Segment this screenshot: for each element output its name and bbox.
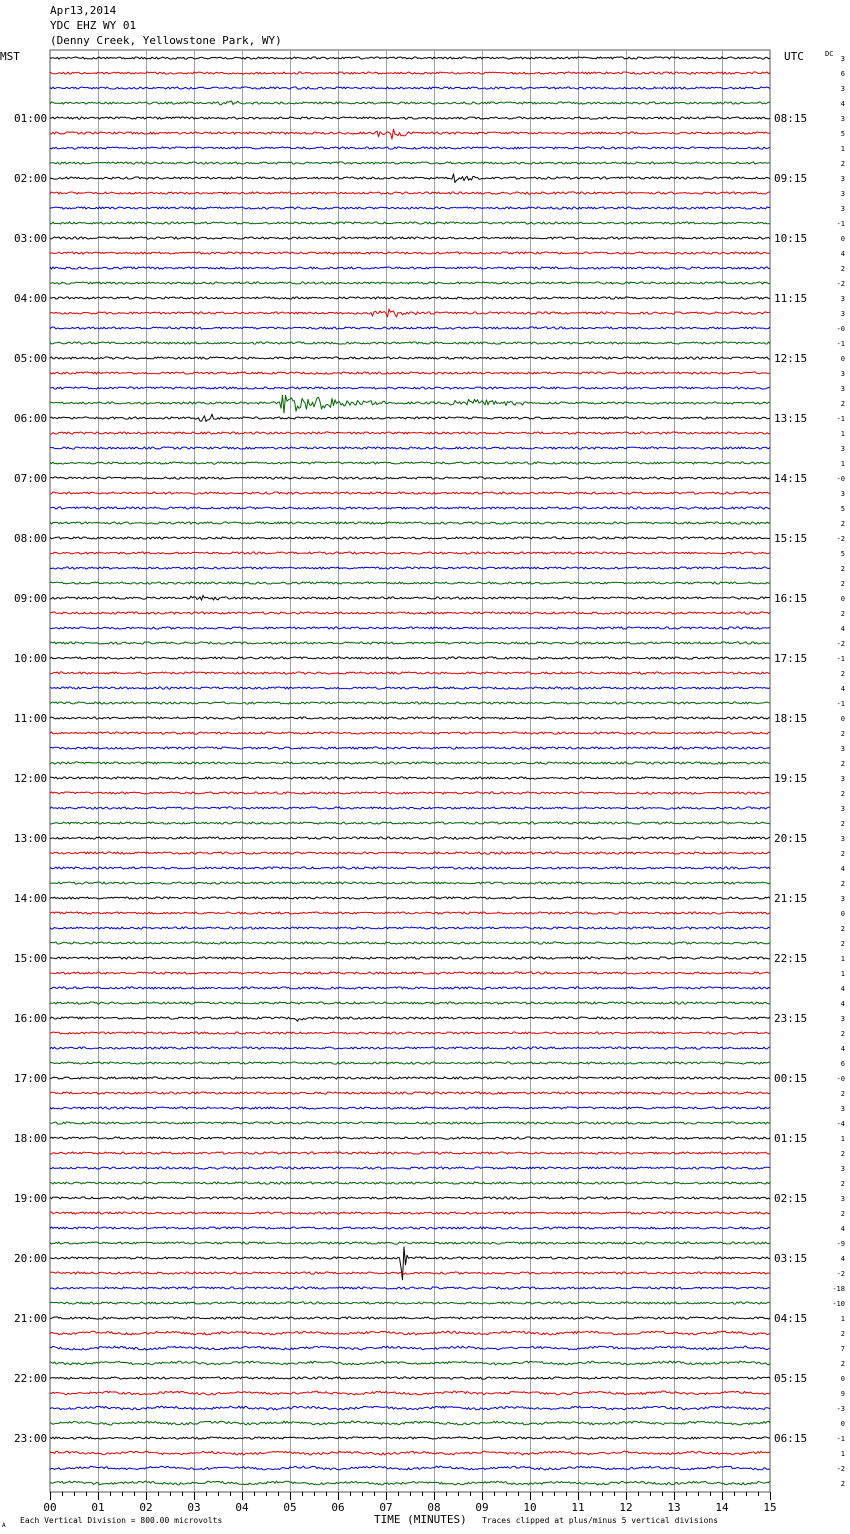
x-tick-label: 14 <box>715 1501 729 1514</box>
seismic-trace <box>50 642 770 644</box>
dc-offset-value: 1 <box>840 955 845 963</box>
seismic-trace <box>50 87 770 89</box>
dc-offset-value: 4 <box>840 685 845 693</box>
dc-offset-value: 3 <box>840 1015 845 1023</box>
right-hour-label: 03:15 <box>774 1252 808 1265</box>
seismic-trace <box>50 582 770 584</box>
seismic-trace <box>50 1107 770 1109</box>
dc-offset-value: 5 <box>840 505 845 513</box>
dc-offset-value: 5 <box>840 130 845 138</box>
left-hour-label: 10:00 <box>14 652 48 665</box>
seismic-trace <box>50 1017 770 1021</box>
left-hour-label: 22:00 <box>14 1372 48 1385</box>
dc-offset-value: 6 <box>840 70 845 78</box>
seismic-trace <box>50 1167 770 1169</box>
x-tick-label: 12 <box>619 1501 633 1514</box>
seismic-trace <box>50 822 770 824</box>
seismic-trace <box>50 477 770 479</box>
seismic-trace <box>50 192 770 194</box>
seismic-trace <box>50 1406 770 1410</box>
left-zone-label: MST <box>0 50 20 63</box>
seismic-trace <box>50 72 770 74</box>
dc-offset-value: 1 <box>840 1450 845 1458</box>
dc-offset-value: -2 <box>836 1465 845 1473</box>
x-tick-label: 11 <box>571 1501 585 1514</box>
seismic-trace <box>50 357 770 359</box>
left-hour-label: 20:00 <box>14 1252 48 1265</box>
x-tick-label: 04 <box>235 1501 249 1514</box>
x-tick-label: 01 <box>91 1501 105 1514</box>
dc-offset-value: 0 <box>840 1375 845 1383</box>
left-hour-label: 14:00 <box>14 892 48 905</box>
x-tick-label: 03 <box>187 1501 201 1514</box>
seismic-trace <box>50 252 770 254</box>
seismic-trace <box>50 897 770 899</box>
dc-offset-value: 2 <box>840 760 845 768</box>
seismic-trace <box>50 1331 770 1335</box>
dc-offset-value: 2 <box>840 670 845 678</box>
seismic-trace <box>50 957 770 959</box>
seismic-trace <box>50 117 770 119</box>
dc-offset-value: 4 <box>840 865 845 873</box>
seismic-trace <box>50 1212 770 1214</box>
dc-offset-value: 2 <box>840 1150 845 1158</box>
seismic-trace <box>50 432 770 434</box>
dc-offset-value: 2 <box>840 160 845 168</box>
seismic-trace <box>50 327 770 329</box>
dc-offset-value: 3 <box>840 805 845 813</box>
seismic-trace <box>50 1047 770 1049</box>
dc-offset-value: 3 <box>840 835 845 843</box>
dc-offset-value: -18 <box>832 1285 845 1293</box>
seismic-trace <box>50 792 770 794</box>
seismic-trace <box>50 1182 770 1184</box>
left-hour-label: 02:00 <box>14 172 48 185</box>
seismic-trace <box>50 777 770 779</box>
dc-offset-value: -2 <box>836 640 845 648</box>
right-hour-label: 00:15 <box>774 1072 808 1085</box>
dc-offset-value: 2 <box>840 565 845 573</box>
dc-offset-value: 3 <box>840 895 845 903</box>
seismic-trace <box>50 1451 770 1455</box>
seismic-trace <box>50 1466 770 1470</box>
seismic-trace <box>50 492 770 494</box>
seismic-trace <box>50 687 770 689</box>
right-hour-label: 17:15 <box>774 652 808 665</box>
right-hour-label: 08:15 <box>774 112 808 125</box>
seismic-trace <box>50 222 770 224</box>
left-hour-label: 16:00 <box>14 1012 48 1025</box>
seismic-trace <box>50 912 770 914</box>
seismic-trace <box>50 1002 770 1004</box>
seismic-trace <box>50 672 770 674</box>
dc-offset-value: 2 <box>840 790 845 798</box>
dc-offset-value: 2 <box>840 1360 845 1368</box>
seismic-trace <box>50 1481 770 1485</box>
x-axis-label: TIME (MINUTES) <box>374 1513 467 1526</box>
dc-offset-value: 1 <box>840 460 845 468</box>
dc-offset-value: 3 <box>840 115 845 123</box>
dc-offset-value: 4 <box>840 1000 845 1008</box>
right-hour-label: 13:15 <box>774 412 808 425</box>
dc-offset-value: 4 <box>840 1045 845 1053</box>
dc-offset-value: 0 <box>840 595 845 603</box>
dc-offset-value: 1 <box>840 1135 845 1143</box>
dc-offset-value: 3 <box>840 490 845 498</box>
seismic-trace <box>50 537 770 539</box>
seismic-trace <box>50 282 770 284</box>
dc-offset-value: -4 <box>836 1120 845 1128</box>
seismic-trace <box>50 1437 770 1439</box>
dc-offset-value: 1 <box>840 430 845 438</box>
right-hour-label: 04:15 <box>774 1312 808 1325</box>
dc-offset-value: -3 <box>836 1405 845 1413</box>
right-hour-label: 02:15 <box>774 1192 808 1205</box>
right-hour-label: 18:15 <box>774 712 808 725</box>
trace-layer <box>50 57 770 1485</box>
seismic-trace <box>50 867 770 869</box>
dc-offset-value: -2 <box>836 1270 845 1278</box>
seismic-trace <box>50 237 770 239</box>
dc-offset-value: -1 <box>836 1435 845 1443</box>
dc-offset-value: 4 <box>840 985 845 993</box>
dc-offset-value: 1 <box>840 145 845 153</box>
dc-offset-value: 0 <box>840 355 845 363</box>
dc-offset-value: -2 <box>836 280 845 288</box>
dc-offset-value: 7 <box>840 1345 845 1353</box>
plot-date: Apr13,2014 <box>50 4 117 17</box>
dc-offset-value: 3 <box>840 1165 845 1173</box>
dc-offset-value: 3 <box>840 190 845 198</box>
dc-offset-value: 1 <box>840 970 845 978</box>
seismic-trace <box>50 627 770 629</box>
dc-offset-value: 3 <box>840 385 845 393</box>
seismic-trace <box>50 207 770 209</box>
station-location: (Denny Creek, Yellowstone Park, WY) <box>50 34 282 47</box>
right-hour-label: 01:15 <box>774 1132 808 1145</box>
dc-offset-value: 3 <box>840 175 845 183</box>
dc-offset-value: 2 <box>840 520 845 528</box>
seismic-trace <box>50 1287 770 1289</box>
dc-offset-value: 2 <box>840 820 845 828</box>
x-tick-label: 08 <box>427 1501 441 1514</box>
seismic-trace <box>50 395 770 413</box>
left-hour-label: 13:00 <box>14 832 48 845</box>
left-hour-label: 08:00 <box>14 532 48 545</box>
dc-offset-value: 2 <box>840 1210 845 1218</box>
left-hour-label: 15:00 <box>14 952 48 965</box>
seismic-trace <box>50 852 770 854</box>
seismic-trace <box>50 372 770 374</box>
dc-offset-value: 3 <box>840 295 845 303</box>
dc-offset-value: 2 <box>840 1030 845 1038</box>
dc-offset-value: -0 <box>836 325 845 333</box>
dc-offset-value: 0 <box>840 910 845 918</box>
right-hour-label: 14:15 <box>774 472 808 485</box>
seismic-trace <box>50 387 770 389</box>
seismic-trace <box>50 342 770 344</box>
seismic-trace <box>50 612 770 614</box>
right-zone-label: UTC <box>784 50 804 63</box>
right-hour-label: 06:15 <box>774 1432 808 1445</box>
dc-offset-value: 3 <box>840 55 845 63</box>
dc-offset-value: 3 <box>840 310 845 318</box>
dc-offset-value: 3 <box>840 775 845 783</box>
seismic-trace <box>50 1242 770 1244</box>
dc-offset-value: 3 <box>840 1195 845 1203</box>
seismic-trace <box>50 1062 770 1064</box>
dc-offset-value: 6 <box>840 1060 845 1068</box>
dc-offset-value: -1 <box>836 415 845 423</box>
dc-offset-value: -1 <box>836 700 845 708</box>
dc-offset-value: 3 <box>840 745 845 753</box>
seismic-trace <box>50 657 770 659</box>
dc-offset-value: 2 <box>840 580 845 588</box>
seismic-trace <box>50 1317 770 1319</box>
x-tick-label: 07 <box>379 1501 393 1514</box>
left-hour-label: 18:00 <box>14 1132 48 1145</box>
scale-note: Each Vertical Division = 800.00 microvolts <box>20 1516 223 1525</box>
seismic-trace <box>50 129 770 139</box>
dc-offset-value: 2 <box>840 940 845 948</box>
dc-label: DC <box>825 50 834 58</box>
dc-offset-value: 2 <box>840 730 845 738</box>
dc-offset-value: 3 <box>840 445 845 453</box>
seismic-trace <box>50 942 770 944</box>
seismic-trace <box>50 1272 770 1274</box>
dc-offset-value: 4 <box>840 1225 845 1233</box>
right-hour-label: 05:15 <box>774 1372 808 1385</box>
seismic-trace <box>50 717 770 719</box>
dc-offset-value: -2 <box>836 535 845 543</box>
seismic-trace <box>50 1391 770 1395</box>
dc-offset-value: 2 <box>840 610 845 618</box>
seismic-trace <box>50 147 770 149</box>
x-tick-label: 05 <box>283 1501 297 1514</box>
left-hour-label: 06:00 <box>14 412 48 425</box>
right-hour-label: 09:15 <box>774 172 808 185</box>
right-hour-label: 12:15 <box>774 352 808 365</box>
seismic-trace <box>50 552 770 554</box>
dc-offset-value: 5 <box>840 550 845 558</box>
seismic-trace <box>50 507 770 509</box>
dc-offset-value: -1 <box>836 340 845 348</box>
seismic-trace <box>50 1377 770 1379</box>
seismic-trace <box>50 567 770 569</box>
seismic-trace <box>50 732 770 734</box>
left-hour-label: 12:00 <box>14 772 48 785</box>
seismic-trace <box>50 1247 770 1280</box>
dc-offset-value: 2 <box>840 1330 845 1338</box>
dc-offset-value: -1 <box>836 220 845 228</box>
dc-offset-value: 2 <box>840 1480 845 1488</box>
seismic-trace <box>50 57 770 59</box>
dc-offset-value: -9 <box>836 1240 845 1248</box>
seismic-trace <box>50 1302 770 1304</box>
dc-offset-value: 1 <box>840 1315 845 1323</box>
seismic-trace <box>50 747 770 749</box>
right-hour-label: 20:15 <box>774 832 808 845</box>
seismic-trace <box>50 462 770 464</box>
label-layer <box>0 50 845 1529</box>
seismic-trace <box>50 1197 770 1199</box>
left-hour-label: 07:00 <box>14 472 48 485</box>
left-hour-label: 23:00 <box>14 1432 48 1445</box>
seismic-trace <box>50 1032 770 1034</box>
dc-offset-value: 9 <box>840 1390 845 1398</box>
x-tick-label: 00 <box>43 1501 57 1514</box>
seismic-trace <box>50 1346 770 1350</box>
seismic-trace <box>50 595 770 600</box>
dc-offset-value: 2 <box>840 400 845 408</box>
seismic-trace <box>50 1092 770 1094</box>
left-hour-label: 05:00 <box>14 352 48 365</box>
seismic-trace <box>50 414 770 421</box>
left-hour-label: 21:00 <box>14 1312 48 1325</box>
seismic-trace <box>50 1227 770 1229</box>
seismic-trace <box>50 101 770 105</box>
dc-offset-value: 3 <box>840 205 845 213</box>
right-hour-label: 16:15 <box>774 592 808 605</box>
dc-offset-value: 4 <box>840 1255 845 1263</box>
plot-frame <box>50 50 770 1492</box>
seismic-trace <box>50 162 770 164</box>
x-tick-label: 02 <box>139 1501 153 1514</box>
dc-offset-value: -0 <box>836 1075 845 1083</box>
dc-offset-value: -0 <box>836 475 845 483</box>
corner-mark: A <box>2 1522 6 1529</box>
left-hour-label: 11:00 <box>14 712 48 725</box>
seismic-trace <box>50 522 770 524</box>
dc-offset-value: 4 <box>840 250 845 258</box>
dc-offset-value: 4 <box>840 100 845 108</box>
dc-offset-value: 3 <box>840 370 845 378</box>
right-hour-label: 21:15 <box>774 892 808 905</box>
right-hour-label: 23:15 <box>774 1012 808 1025</box>
dc-offset-value: 0 <box>840 235 845 243</box>
seismic-trace <box>50 297 770 299</box>
dc-offset-value: 2 <box>840 1180 845 1188</box>
x-tick-label: 10 <box>523 1501 537 1514</box>
dc-offset-value: 0 <box>840 715 845 723</box>
seismic-trace <box>50 762 770 764</box>
dc-offset-value: 2 <box>840 850 845 858</box>
seismic-trace <box>50 447 770 449</box>
right-hour-label: 19:15 <box>774 772 808 785</box>
right-hour-label: 15:15 <box>774 532 808 545</box>
right-hour-label: 10:15 <box>774 232 808 245</box>
x-tick-label: 13 <box>667 1501 681 1514</box>
left-hour-label: 17:00 <box>14 1072 48 1085</box>
seismic-trace <box>50 1077 770 1079</box>
station-id: YDC EHZ WY 01 <box>50 19 137 32</box>
x-tick-label: 15 <box>763 1501 777 1514</box>
left-hour-label: 09:00 <box>14 592 48 605</box>
clip-note: Traces clipped at plus/minus 5 vertical divisions <box>482 1516 719 1525</box>
seismic-trace <box>50 882 770 884</box>
seismic-trace <box>50 309 770 317</box>
seismic-trace <box>50 702 770 704</box>
right-hour-label: 11:15 <box>774 292 808 305</box>
dc-offset-value: 3 <box>840 85 845 93</box>
seismic-trace <box>50 1421 770 1425</box>
seismic-trace <box>50 1361 770 1365</box>
x-tick-label: 09 <box>475 1501 489 1514</box>
seismic-trace <box>50 174 770 183</box>
x-tick-label: 06 <box>331 1501 345 1514</box>
seismic-trace <box>50 1122 770 1124</box>
left-hour-label: 19:00 <box>14 1192 48 1205</box>
seismic-trace <box>50 987 770 989</box>
seismic-trace <box>50 1137 770 1139</box>
dc-offset-value: 3 <box>840 1105 845 1113</box>
dc-offset-value: 2 <box>840 925 845 933</box>
dc-offset-value: 2 <box>840 880 845 888</box>
seismic-trace <box>50 267 770 269</box>
seismic-trace <box>50 1152 770 1154</box>
seismic-trace <box>50 927 770 929</box>
dc-offset-value: 2 <box>840 265 845 273</box>
dc-offset-value: -10 <box>832 1300 845 1308</box>
dc-offset-value: 4 <box>840 625 845 633</box>
right-hour-label: 22:15 <box>774 952 808 965</box>
seismic-trace <box>50 972 770 974</box>
left-hour-label: 01:00 <box>14 112 48 125</box>
seismic-trace <box>50 807 770 809</box>
dc-offset-value: -1 <box>836 655 845 663</box>
left-hour-label: 03:00 <box>14 232 48 245</box>
seismic-trace <box>50 837 770 839</box>
dc-offset-value: 2 <box>840 1090 845 1098</box>
dc-offset-value: 0 <box>840 1420 845 1428</box>
left-hour-label: 04:00 <box>14 292 48 305</box>
